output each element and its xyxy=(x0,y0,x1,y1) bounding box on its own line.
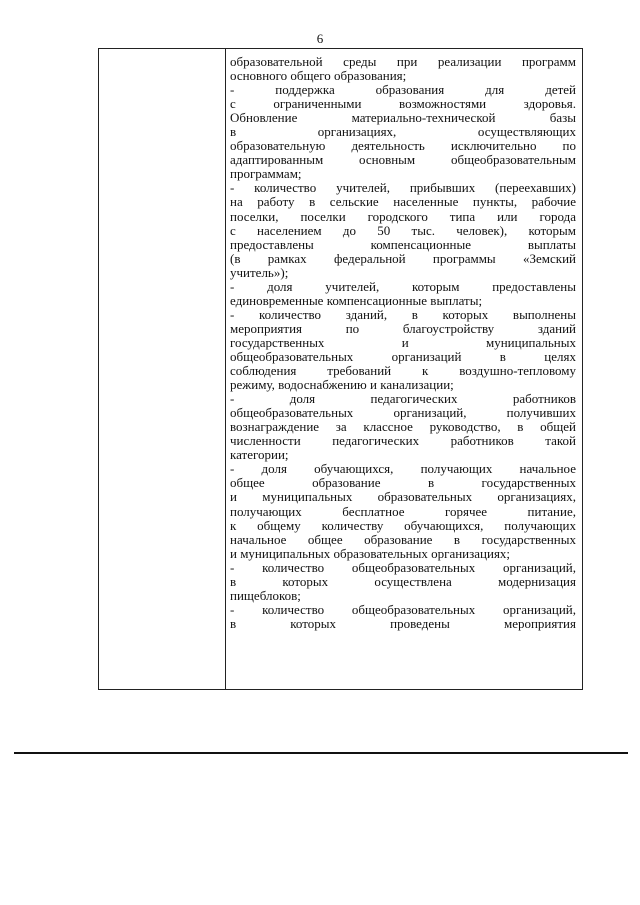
text-line: - количество общеобразовательных организаций, xyxy=(230,601,576,617)
document-table xyxy=(98,48,583,690)
text-line: и муниципальных образовательных организациях, xyxy=(230,489,576,505)
text-line: - доля учителей, которым предоставлены xyxy=(230,278,576,294)
text-line: численности педагогических работников такой xyxy=(230,433,576,449)
text-line: образовательную деятельность исключительно по xyxy=(230,138,576,154)
text-line: мероприятия по благоустройству зданий xyxy=(230,320,576,336)
page-bottom-rule xyxy=(14,752,628,754)
table-paragraph xyxy=(230,181,576,279)
page-number: 6 xyxy=(316,31,324,46)
table-paragraph xyxy=(230,308,576,392)
text-line: единовременные компенсационные выплаты; xyxy=(230,292,483,308)
text-line: общеобразовательных организаций, получивших xyxy=(230,405,576,421)
table-left-cell xyxy=(99,49,225,689)
text-line: государственных и муниципальных xyxy=(230,334,576,350)
text-line: основного общего образования; xyxy=(230,68,407,84)
text-line: соблюдения требований к воздушно-тепловому xyxy=(230,363,576,379)
table-paragraph xyxy=(230,55,576,83)
text-line: - доля педагогических работников xyxy=(230,391,576,407)
text-line: поселки, поселки городского типа или города xyxy=(230,208,576,224)
text-line: - количество учителей, прибывших (переехавших) xyxy=(230,180,576,196)
text-line: - количество зданий, в которых выполнены xyxy=(230,306,576,322)
text-line: пищеблоков; xyxy=(230,587,301,603)
text-line: образовательной среды при реализации программ xyxy=(230,54,576,69)
table-paragraph xyxy=(230,462,576,560)
text-line: с населением до 50 тыс. человек), которым xyxy=(230,222,576,238)
text-line: предоставлены компенсационные выплаты xyxy=(230,236,576,252)
table-paragraph xyxy=(230,392,576,462)
text-line: адаптированным основным общеобразовательным xyxy=(230,152,576,168)
text-line: с ограниченными возможностями здоровья. xyxy=(230,96,576,112)
text-line: начальное общее образование в государственных xyxy=(230,531,576,547)
table-paragraph xyxy=(230,603,576,631)
text-line: вознаграждение за классное руководство, в общей xyxy=(230,419,576,435)
text-line: - поддержка образования для детей xyxy=(230,82,576,98)
text-line: программам; xyxy=(230,166,302,182)
table-paragraph xyxy=(230,561,576,603)
text-line: и муниципальных образовательных организациях; xyxy=(230,545,511,561)
text-line: категории; xyxy=(230,447,289,463)
text-line: Обновление материально-технической базы xyxy=(230,110,576,126)
text-line: - доля обучающихся, получающих начальное xyxy=(230,461,576,477)
text-line: к общему количеству обучающихся, получающих xyxy=(230,517,576,533)
text-line: получающих бесплатное горячее питание, xyxy=(230,503,576,519)
table-paragraph xyxy=(230,280,576,308)
text-line: учитель»); xyxy=(230,264,289,280)
text-line: режиму, водоснабжению и канализации; xyxy=(230,377,454,393)
text-line: общеобразовательных организаций в целях xyxy=(230,348,576,364)
text-line: - количество общеобразовательных организаций, xyxy=(230,559,576,575)
text-line: общее образование в государственных xyxy=(230,475,576,491)
text-line: (в рамках федеральной программы «Земский xyxy=(230,250,576,266)
text-line: на работу в сельские населенные пункты, рабочие xyxy=(230,194,576,210)
table-right-cell xyxy=(230,55,576,631)
text-line: в которых проведены мероприятия xyxy=(230,615,576,631)
table-column-divider xyxy=(225,49,226,689)
text-line: в организациях, осуществляющих xyxy=(230,124,576,140)
text-line: в которых осуществлена модернизация xyxy=(230,573,576,589)
table-paragraph xyxy=(230,83,576,181)
